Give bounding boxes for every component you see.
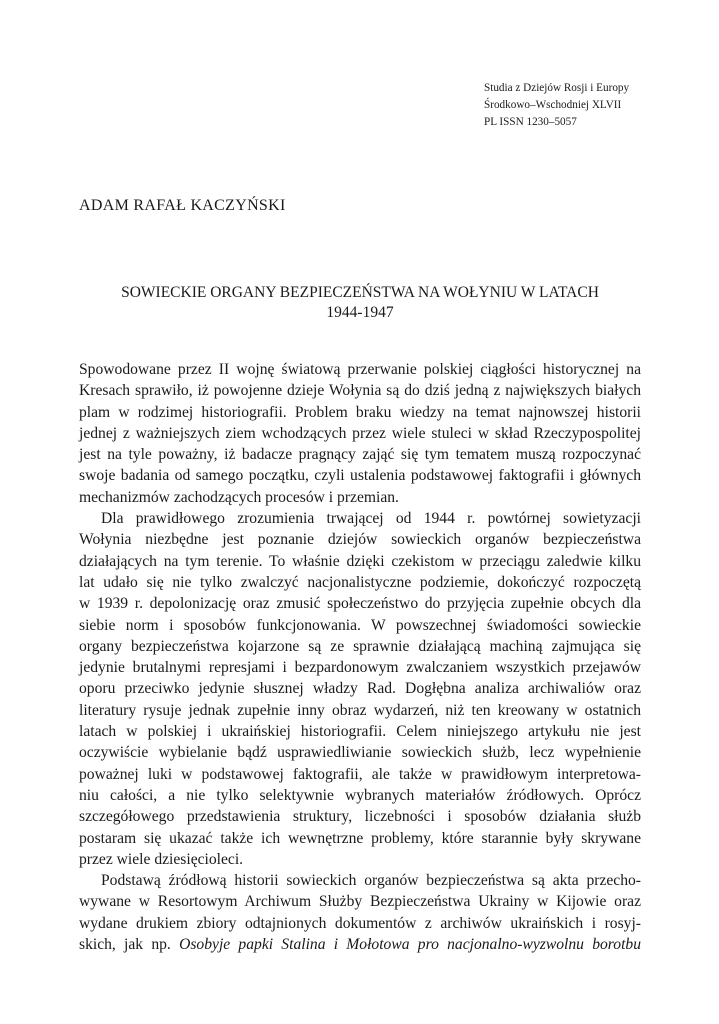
text-line: Kresach sprawiło, iż powojenne dzieje Wołynia są do dziś jedną z największych białych bbox=[79, 382, 641, 400]
journal-title-line: Środkowo–Wschodniej XLVII bbox=[484, 99, 622, 111]
text-line: niu całości, a nie tylko selektywnie wybranych materiałów źródłowych. Oprócz bbox=[79, 786, 641, 804]
paragraph-1 bbox=[79, 359, 641, 508]
text-line: plam w rodzimej historiografii. Problem braku wiedzy na temat najnowszej historii bbox=[79, 403, 641, 421]
text-line: jest na tyle poważny, iż badacze pragnący zająć się tym tematem muszą rozpoczynać bbox=[79, 446, 641, 464]
text-line: latach w polskiej i ukraińskiej historiografii. Celem niniejszego artykułu nie jest bbox=[79, 723, 641, 741]
article-body bbox=[79, 359, 641, 955]
paragraph-2 bbox=[79, 508, 641, 870]
text-line: działających na tym terenie. To właśnie dzięki czekistom w przeciągu zaledwie kilku bbox=[79, 552, 641, 570]
text-line: swoje badania od samego początku, czyli ustalenia podstawowej faktografii i głównych bbox=[79, 467, 641, 485]
text-line: w 1939 r. depolonizację oraz zmusić społeczeństwo do przyjęcia zupełnie obcych dla bbox=[79, 595, 641, 613]
paragraph-3 bbox=[79, 870, 641, 955]
text-line: jedynie brutalnymi represjami i bezpardonowym zwalczaniem wszystkich przejawów bbox=[79, 659, 641, 677]
text-line: oczywiście wybielanie bądź usprawiedliwianie sowieckich służb, lecz wypełnienie bbox=[79, 744, 641, 762]
text-line: literatury rysuje jednak zupełnie inny obraz wydarzeń, niż ten kreowany w ostatnich bbox=[79, 701, 641, 719]
text-line: organy bezpieczeństwa kojarzone są ze sprawnie działającą machiną zajmująca się bbox=[79, 637, 641, 655]
article-title bbox=[79, 283, 641, 323]
text-line: Podstawą źródłową historii sowieckich organów bezpieczeństwa są akta przecho- bbox=[101, 872, 641, 890]
text-line: szczegółowego przedstawienia struktury, liczebności i sposobów działania służb bbox=[79, 808, 641, 826]
text-line: poważnej luki w podstawowej faktografii, ale także w prawidłowym interpretowa- bbox=[79, 765, 641, 783]
text-line: postaram się ukazać także ich wewnętrzne problemy, które starannie były skrywane bbox=[79, 829, 641, 847]
article-title-line: SOWIECKIE ORGANY BEZPIECZEŃSTWA NA WOŁYNIU W LATACH bbox=[121, 284, 599, 301]
text-line: wydane drukiem zbiory odtajnionych dokumentów z archiwów ukraińskich i rosyj- bbox=[79, 914, 641, 932]
italic-book-title: Osobyje papki Stalina i Mołotowa pro nacjonalno-wyzwolnu borotbu bbox=[179, 936, 642, 954]
text-line: Wołynia niezbędne jest poznanie dziejów sowieckich organów bezpieczeństwa bbox=[79, 531, 641, 549]
journal-header bbox=[484, 80, 629, 131]
text-line: wywane w Resortowym Archiwum Służby Bezpieczeństwa Ukrainy w Kijowie oraz bbox=[79, 893, 641, 911]
text-line: jednej z ważniejszych ziem wchodzących przez wiele stuleci w skład Rzeczypospolitej bbox=[79, 424, 641, 442]
text-line: siebie norm i sposobów funkcjonowania. W powszechnej świadomości sowieckie bbox=[79, 616, 641, 634]
text-line: przez wiele dziesięcioleci. bbox=[79, 850, 244, 868]
author-name: ADAM RAFAŁ KACZYŃSKI bbox=[79, 197, 286, 214]
text-line: mechanizmów zachodzących procesów i przemian. bbox=[79, 488, 399, 506]
article-title-years: 1944‑1947 bbox=[326, 304, 394, 321]
text-line: oporu przeciwko jedynie słusznej władzy Rad. Dogłębna analiza archiwaliów oraz bbox=[79, 680, 641, 698]
text-line: lat udało się nie tylko zwalczyć nacjonalistyczne podziemie, dokończyć rozpoczętą bbox=[79, 573, 641, 591]
journal-title-line: Studia z Dziejów Rosji i Europy bbox=[484, 82, 630, 94]
text-line: Spowodowane przez II wojnę światową przerwanie polskiej ciągłości historycznej na bbox=[79, 361, 641, 378]
issn-line: PL ISSN 1230–5057 bbox=[484, 116, 577, 128]
text-run: skich, jak np. bbox=[79, 936, 171, 954]
text-line-mixed bbox=[79, 934, 641, 955]
text-line: Dla prawidłowego zrozumienia trwającej od 1944 r. powtórnej sowietyzacji bbox=[101, 510, 641, 528]
